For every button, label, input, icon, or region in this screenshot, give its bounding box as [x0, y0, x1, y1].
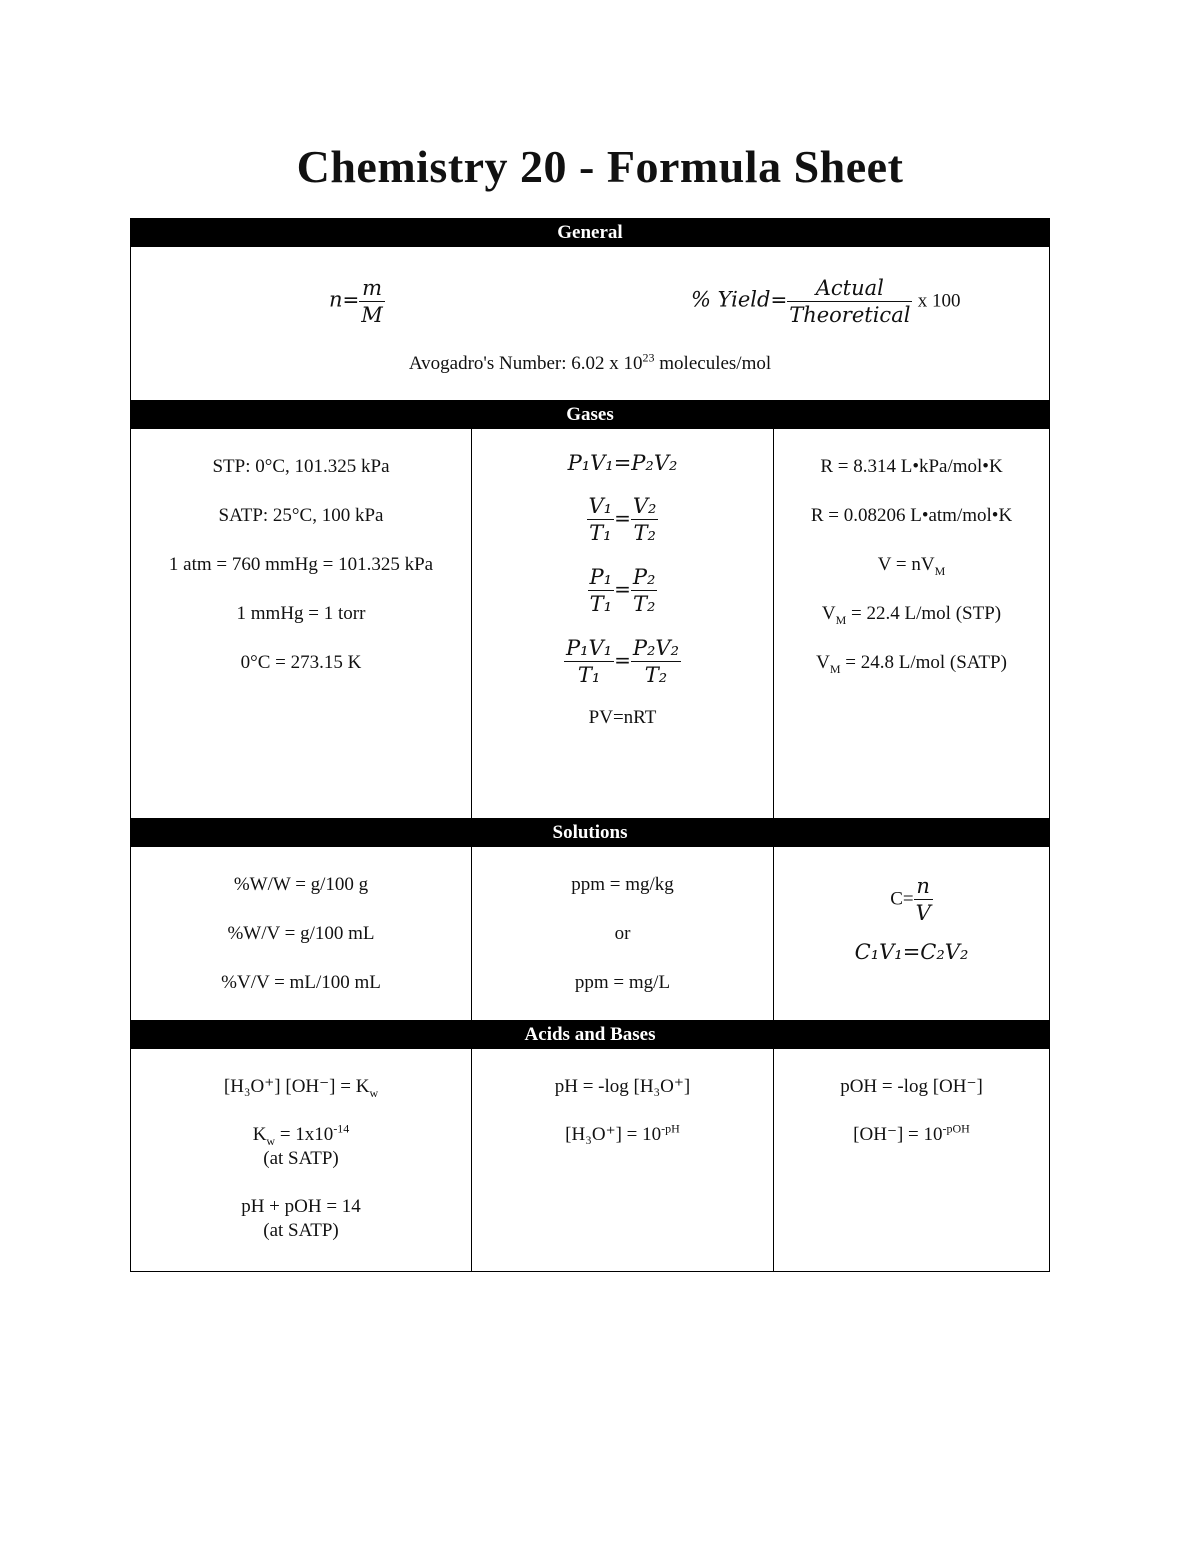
- charles-num-1: V₁: [588, 494, 613, 518]
- gas-constant-atm: R = 0.08206 L•atm/mol•K: [810, 505, 1013, 526]
- kw-eq-sub: w: [369, 1085, 379, 1100]
- volume-main: V = nV: [877, 554, 935, 575]
- ppm-cell: [472, 847, 774, 1021]
- hydronium-formula: [472, 1123, 773, 1147]
- concentration-formula: [774, 873, 1049, 926]
- oh-pre: [OH⁻] = 10: [853, 1124, 943, 1145]
- moles-formula: n= $\frac{m}{M}$: [329, 276, 383, 327]
- avogadro-unit: molecules/mol: [654, 353, 772, 374]
- vm-satp-pre: V: [816, 652, 830, 673]
- h3o-exp: -pH: [661, 1121, 680, 1136]
- concentration-lhs: C=: [890, 888, 914, 910]
- ppm-formula: ppm = mg/kg: [571, 874, 674, 895]
- gay-den-2: T₂: [632, 592, 656, 616]
- volume-formula: [774, 553, 1049, 577]
- yield-suffix: x 100: [917, 290, 961, 312]
- moles-lhs: n: [329, 287, 343, 312]
- comb-num-1: P₁V₁: [565, 636, 613, 660]
- gay-den-1: T₁: [589, 592, 613, 616]
- concentration-den: V: [915, 901, 931, 925]
- dilution-formula: C₁V₁=C₂V₂: [854, 940, 969, 964]
- yield-formula: % Yield= $\frac{\text{Actual}}{\text{Theoretical}}$ x 100: [691, 276, 961, 327]
- kw-val-exp: -14: [333, 1121, 350, 1136]
- gas-fact: 1 mmHg = 1 torr: [236, 603, 366, 624]
- ppm-formula: ppm = mg/L: [574, 972, 671, 993]
- combined-gas-law: $\frac{\text{P₁V₁}}{\text{T₁}}$ = $\frac{\text{P₂V₂}}{\text{T₂}}$: [565, 636, 680, 687]
- general-header: General: [131, 219, 1050, 247]
- charles-den-1: T₁: [589, 521, 612, 545]
- ideal-gas-law: PV=nRT: [588, 707, 657, 728]
- hydroxide-formula: [774, 1123, 1049, 1147]
- ph-sum-text: pH + pOH = 14: [241, 1196, 361, 1217]
- charles-law: $\frac{\text{V₁}}{\text{T₁}}$ = $\frac{\text{V₂}}{\text{T₂}}$: [588, 494, 657, 545]
- ph-cell: [472, 1049, 774, 1272]
- ppm-or: or: [614, 923, 631, 944]
- vm-stp-post: = 22.4 L/mol (STP): [846, 603, 1002, 624]
- ph-sum-at-satp: (at SATP): [263, 1220, 339, 1241]
- gay-lussac-law: $\frac{\text{P₁}}{\text{T₁}}$ = $\frac{\text{P₂}}{\text{T₂}}$: [589, 565, 656, 616]
- avogadro-label: Avogadro's Number: 6.02 x 10: [408, 353, 643, 374]
- section-header-gases: [131, 401, 1050, 429]
- poh-cell: [774, 1049, 1050, 1272]
- kw-val-post: = 1x10: [275, 1124, 334, 1145]
- section-header-solutions: [131, 819, 1050, 847]
- vm-stp-sub: M: [835, 612, 847, 627]
- avogadro-number: [131, 350, 1049, 375]
- page-title: Chemistry 20 - Formula Sheet: [296, 141, 904, 192]
- kw-eq-text: [H₃O⁺] [OH⁻] = K: [223, 1076, 370, 1097]
- percent-formula: %W/V = g/100 mL: [227, 923, 375, 944]
- kw-val-pre: K: [252, 1124, 267, 1145]
- volume-sub: M: [934, 563, 946, 578]
- concentration-num: n: [914, 873, 933, 900]
- gases-header: Gases: [131, 401, 1050, 429]
- gases-conditions-cell: [131, 429, 472, 819]
- molar-volume-stp: [774, 602, 1049, 626]
- gas-fact: 1 atm = 760 mmHg = 101.325 kPa: [168, 554, 434, 575]
- formula-table: [130, 218, 1050, 1272]
- acids-header: Acids and Bases: [131, 1021, 1050, 1049]
- yield-denominator: Theoretical: [789, 303, 911, 327]
- boyle-law: P₁V₁=P₂V₂: [567, 451, 678, 475]
- ph-definition: pH = -log [H₃O⁺]: [554, 1076, 691, 1097]
- kw-value: [131, 1123, 471, 1171]
- comb-den-2: T₂: [644, 663, 668, 687]
- kw-cell: [131, 1049, 472, 1272]
- percent-concentration-cell: [131, 847, 472, 1021]
- gas-constant-kpa: R = 8.314 L•kPa/mol•K: [820, 456, 1003, 477]
- percent-formula: %V/V = mL/100 mL: [221, 972, 381, 993]
- general-section: [131, 247, 1050, 401]
- kw-at-satp: (at SATP): [263, 1148, 339, 1169]
- gas-laws-cell: [472, 429, 774, 819]
- yield-lhs: % Yield: [691, 287, 771, 312]
- yield-numerator: Actual: [787, 275, 912, 302]
- h3o-pre: [H₃O⁺] = 10: [565, 1124, 662, 1145]
- poh-definition: pOH = -log [OH⁻]: [840, 1076, 983, 1097]
- gas-constants-cell: [774, 429, 1050, 819]
- section-header-acids: [131, 1021, 1050, 1049]
- molar-volume-satp: [774, 651, 1049, 675]
- gas-fact: SATP: 25°C, 100 kPa: [218, 505, 384, 526]
- charles-den-2: T₂: [633, 521, 656, 545]
- gay-num-2: P₂: [632, 565, 656, 589]
- vm-satp-sub: M: [829, 661, 841, 676]
- comb-den-1: T₁: [577, 663, 601, 687]
- vm-stp-pre: V: [821, 603, 836, 624]
- gas-fact: 0°C = 273.15 K: [240, 652, 362, 673]
- comb-num-2: P₂V₂: [632, 636, 680, 660]
- oh-exp: -pOH: [942, 1121, 970, 1136]
- gay-num-1: P₁: [589, 565, 613, 589]
- kw-equation: [131, 1075, 471, 1099]
- percent-formula: %W/W = g/100 g: [233, 874, 369, 895]
- gas-fact: STP: 0°C, 101.325 kPa: [212, 456, 390, 477]
- molar-concentration-cell: [774, 847, 1050, 1021]
- vm-satp-post: = 24.8 L/mol (SATP): [840, 652, 1007, 673]
- section-header-general: [131, 219, 1050, 247]
- solutions-header: Solutions: [131, 819, 1050, 847]
- moles-numerator: m: [359, 275, 385, 302]
- kw-val-sub: w: [266, 1133, 276, 1148]
- moles-denominator: M: [361, 303, 383, 327]
- ph-poh-sum: [131, 1195, 471, 1243]
- avogadro-exponent: 23: [642, 350, 655, 365]
- charles-num-2: V₂: [632, 494, 657, 518]
